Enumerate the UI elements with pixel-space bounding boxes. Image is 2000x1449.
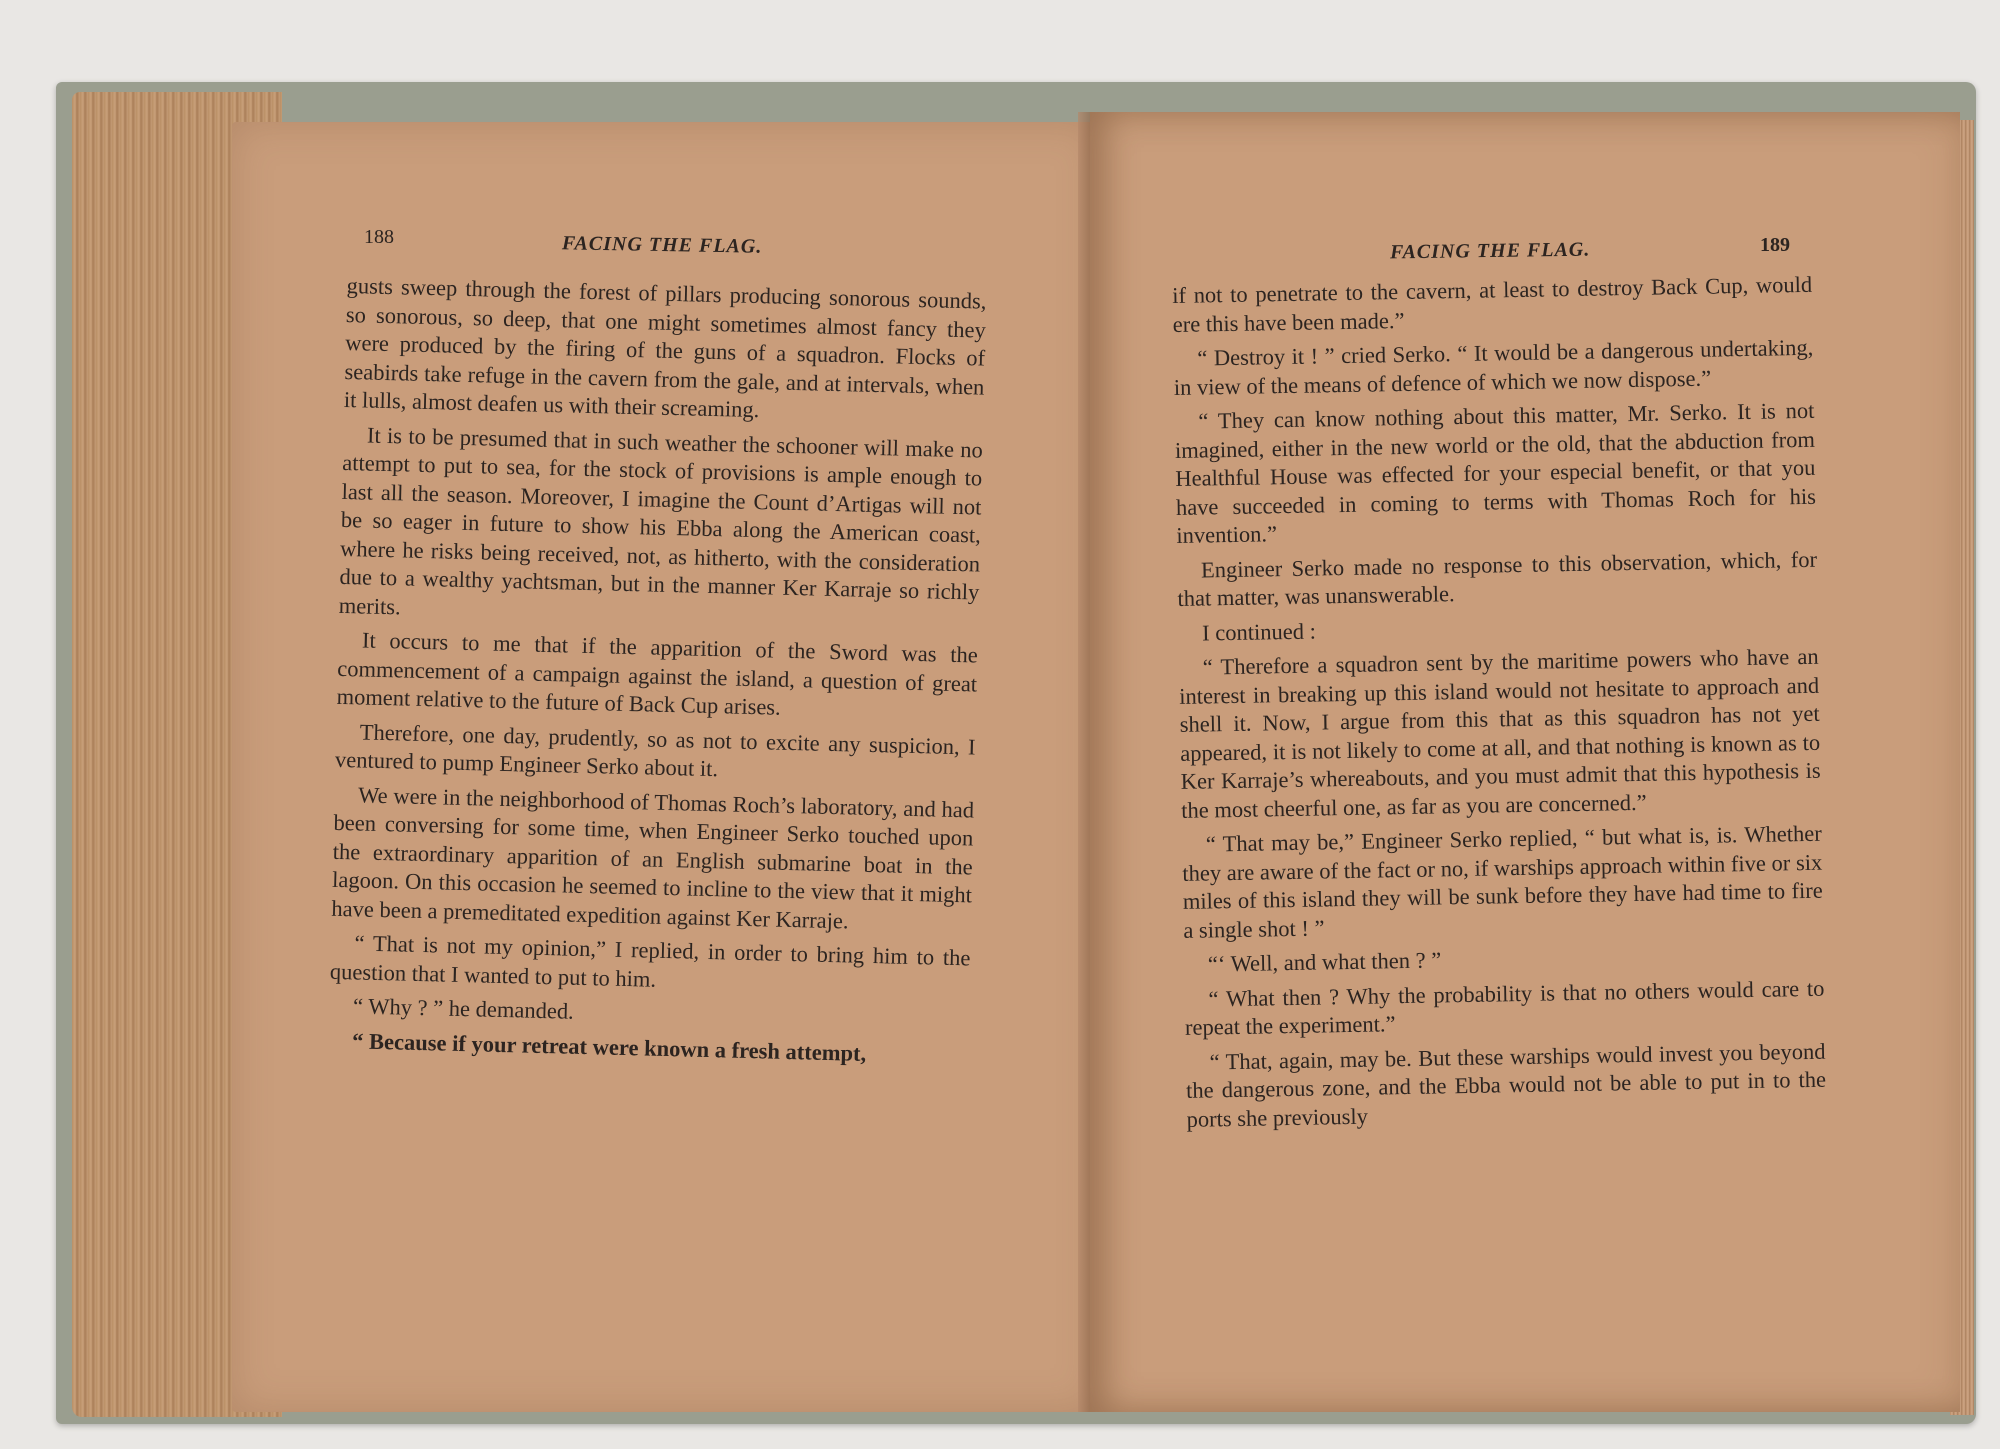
paragraph: We were in the neighborhood of Thomas Roch’s laboratory, and had been conversing for some time, when Engineer Serko touched upon the extraordinary apparition of an English submarine boat in the lagoon. On this occasion he seemed to incline to the view that it might have been a premeditated expedition against Ker Karraje. [331,781,975,933]
paragraph: It is to be presumed that in such weather the schooner will make no attempt to put to sea, for the stock of provisions is ample enough to last all the season. Moreover, I imagine the Count d’Artigas will not be so eager in future to show his Ebba along the American coast, where he risks being received, not, as hitherto, with the consideration due to a wealthy yachtsman, but in the manner Ker Karraje so richly merits. [338,422,984,619]
page-number: 189 [1760,234,1790,256]
paragraph: Therefore, one day, prudently, so as not to excite any suspicion, I ventured to pump Engineer Serko about it. [334,718,976,782]
paragraph: “ They can know nothing about this matter, Mr. Serko. It is not imagined, either in the new world or the old, that the abduction from Healthful House was effected for your especial benefit, or that you have succeeded in coming to terms with Thomas Roch for his invention.” [1174,397,1817,548]
paragraph: if not to penetrate to the cavern, at least to destroy Back Cup, would ere this have been made.” [1172,271,1813,337]
right-page [1090,112,1960,1412]
paragraph: “ That is not my opinion,” I replied, in order to bring him to the question that I wanted to put to him. [329,930,971,992]
page-text [1172,271,1827,1140]
paragraph: “ Because if your retreat were known a fresh attempt, [351,1027,867,1066]
left-page [232,122,1098,1412]
paragraph: “ What then ? Why the probability is that no others would care to repeat the experiment.” [1184,975,1825,1040]
paragraph: gusts sweep through the forest of pillars producing sonorous sounds, so sonorous, so deep, that one might sometimes almost fancy they were produced by the firing of the guns of a squadron. Flocks of seabirds take refuge in the cavern from the gale, and at intervals, when it lulls, almost deafen us with their screaming. [343,272,987,423]
paragraph: “ That, again, may be. But these warships would invest you beyond the dangerous zone, and the Ebba would not be able to put in to the ports she previously [1185,1038,1827,1132]
page-text [328,272,987,1076]
page-number: 188 [364,226,394,248]
running-head: FACING THE FLAG. [561,232,763,258]
running-head: FACING THE FLAG. [1389,238,1591,264]
paragraph: “‘ Well, and what then ? ” [1207,947,1442,977]
paragraph: “ That may be,” Engineer Serko replied, “ but what is, is. Whether they are aware of the fact or no, if warships approach within five or six miles of this island they will be sunk before they have had time to fire a single shot ! ” [1182,820,1823,943]
paragraph: I continued : [1201,618,1317,646]
paragraph: It occurs to me that if the apparition of the Sword was the commencement of a campaign against the island, a question of great moment relative to the future of Back Cup arises. [336,627,979,720]
paragraph: “ Why ? ” he demanded. [352,993,575,1024]
paragraph: “ Destroy it ! ” cried Serko. “ It would be a dangerous undertaking, in view of the means of defence of which we now dispose.” [1173,334,1814,400]
paragraph: Engineer Serko made no response to this observation, which, for that matter, was unanswerable. [1177,546,1818,611]
paragraph: “ Therefore a squadron sent by the maritime powers who have an interest in breaking up this island would not hesitate to approach and shell it. Now, I argue from this that as this squadron has not yet appeared, it is not likely to come at all, and that nothing is known as to Ker Karraje’s whereabouts, and you must admit that this hypothesis is the most cheerful one, as far as you are concerned.” [1179,643,1821,823]
